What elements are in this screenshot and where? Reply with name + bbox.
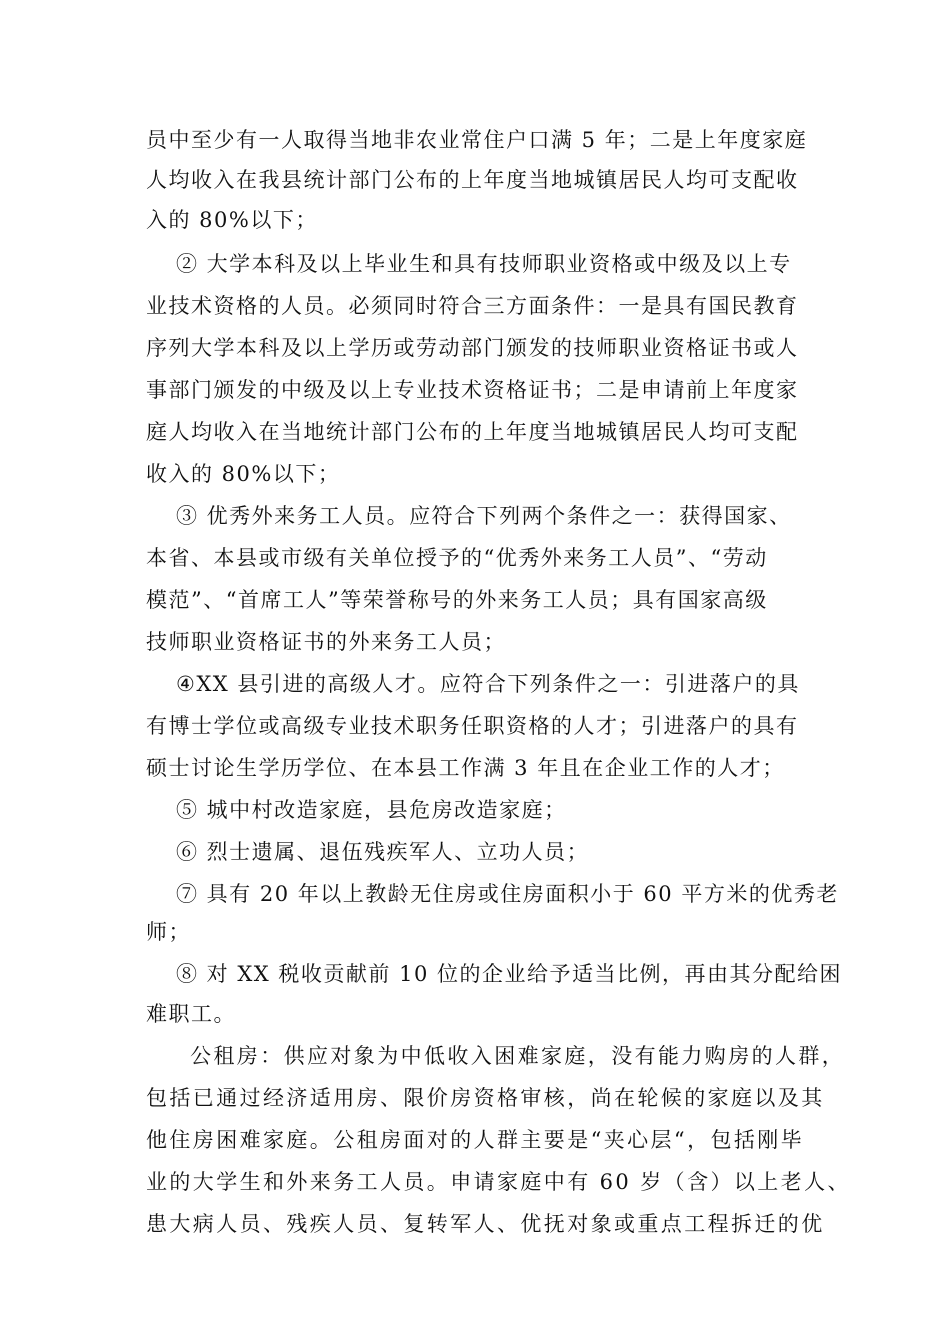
text-line: 员中至少有一人取得当地非农业常住户口满 5 年；二是上年度家庭 [146,128,808,152]
text-line: 事部门颁发的中级及以上专业技术资格证书；二是申请前上年度家 [146,378,799,402]
text-line: ④XX 县引进的高级人才。应符合下列条件之一：引进落户的具 [176,672,800,696]
text-line: 师； [146,920,191,944]
text-line: ② 大学本科及以上毕业生和具有技师职业资格或中级及以上专 [176,252,792,276]
text-line: 收入的 80%以下； [146,462,341,486]
text-line: 序列大学本科及以上学历或劳动部门颁发的技师职业资格证书或人 [146,336,799,360]
text-line: 业的大学生和外来务工人员。申请家庭中有 60 岁（含）以上老人、 [146,1170,851,1194]
text-line: 人均收入在我县统计部门公布的上年度当地城镇居民人均可支配收 [146,168,799,192]
text-line: 有博士学位或高级专业技术职务任职资格的人才；引进落户的具有 [146,714,799,738]
text-line: ⑧ 对 XX 税收贡献前 10 位的企业给予适当比例，再由其分配给困 [176,962,842,986]
text-line: 庭人均收入在当地统计部门公布的上年度当地城镇居民人均可支配 [146,420,799,444]
text-line: 他住房困难家庭。公租房面对的人群主要是“夹心层“，包括刚毕 [146,1128,805,1152]
text-line: 本省、本县或市级有关单位授予的“优秀外来务工人员”、“劳动 [146,546,768,570]
text-line: 难职工。 [146,1002,236,1026]
text-line: ⑥ 烈士遗属、退伍残疾军人、立功人员； [176,840,590,864]
text-line: 业技术资格的人员。必须同时符合三方面条件：一是具有国民教育 [146,294,799,318]
text-line: 模范”、“首席工人”等荣誉称号的外来务工人员；具有国家高级 [146,588,768,612]
text-line: ③ 优秀外来务工人员。应符合下列两个条件之一：获得国家、 [176,504,792,528]
text-line: ⑦ 具有 20 年以上教龄无住房或住房面积小于 60 平方米的优秀老 [176,882,839,906]
text-line: 入的 80%以下； [146,208,318,232]
text-line: 硕士讨论生学历学位、在本县工作满 3 年且在企业工作的人才； [146,756,785,780]
text-line: 包括已通过经济适用房、限价房资格审核，尚在轮候的家庭以及其 [146,1086,825,1110]
text-line: 技师职业资格证书的外来务工人员； [146,630,506,654]
text-line: 公租房：供应对象为中低收入困难家庭，没有能力购房的人群， [190,1044,846,1068]
text-line: 患大病人员、残疾人员、复转军人、优抚对象或重点工程拆迁的优 [146,1212,825,1236]
text-line: ⑤ 城中村改造家庭，县危房改造家庭； [176,798,567,822]
